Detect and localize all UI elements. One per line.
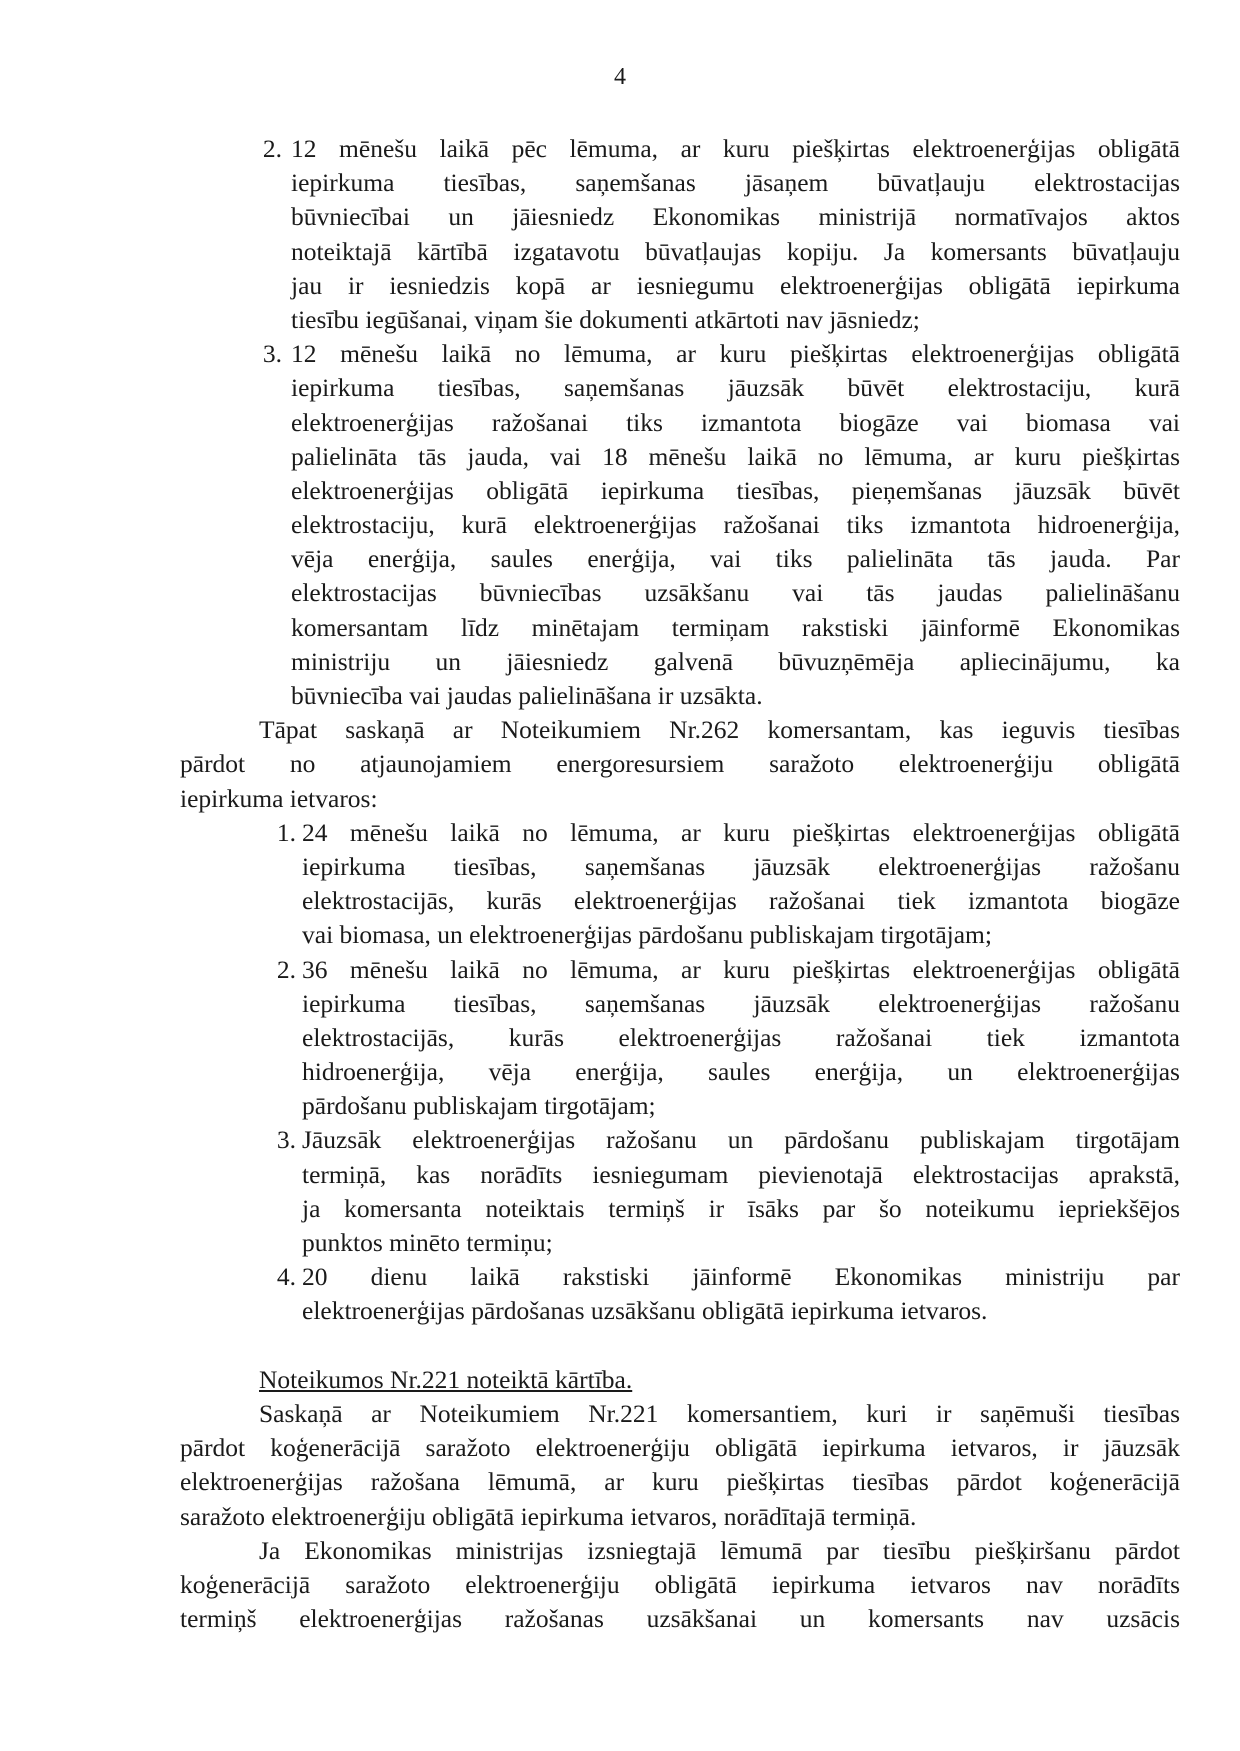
text-line [0,1534,1240,1568]
list-item [0,337,1240,713]
line-text: palielināta tās jauda, vai 18 mēnešu laikā no lēmuma, ar kuru piešķirtas [291,441,1180,471]
line-text: 12 mēnešu laikā pēc lēmuma, ar kuru piešķirtas elektroenerģijas obligātā [291,134,1180,163]
line-text: tiesību iegūšanai, viņam šie dokumenti atkārtoti nav jāsniedz; [291,304,920,334]
text-line [0,200,1240,234]
line-text: Noteikumos Nr.221 noteiktā kārtība. [259,1364,633,1394]
text-line [0,816,1240,850]
list-item [0,1123,1240,1260]
text-line [0,1123,1240,1157]
line-text: elektroenerģijas ražošanai tiks izmantota biogāze vai biomasa vai [291,407,1180,437]
paragraph [0,1534,1240,1637]
line-text: vēja enerģija, saules enerģija, vai tiks palielināta tās jauda. Par [291,544,1180,574]
line-text: saražoto elektroenerģiju obligātā iepirkuma ietvaros, norādītajā termiņā. [180,1501,917,1531]
page-number: 4 [614,64,626,90]
line-text: būvniecībai un jāiesniedz Ekonomikas ministrijā normatīvajos aktos [291,202,1180,232]
text-line [0,440,1240,474]
list-item [0,132,1240,337]
line-text: termiņš elektroenerģijas ražošanas uzsākšanai un komersants nav uzsācis [180,1604,1180,1634]
text-line [0,1602,1240,1636]
text-line [0,166,1240,200]
spacer [0,1329,1240,1363]
line-text: iepirkuma tiesības, saņemšanas jāuzsāk elektroenerģijas ražošanu [302,988,1180,1018]
text-line [0,1055,1240,1089]
text-line [0,1226,1240,1260]
line-text: iepirkuma ietvaros: [180,783,378,813]
line-text: būvniecība vai jaudas palielināšana ir uzsākta. [291,681,763,710]
text-line [0,782,1240,816]
text-line [0,474,1240,508]
line-text: noteiktajā kārtībā izgatavotu būvatļaujas kopiju. Ja komersants būvatļauju [291,236,1180,266]
line-text: elektrostacijas būvniecības uzsākšanu vai tās jaudas palielināšanu [291,578,1180,608]
line-text: iepirkuma tiesības, saņemšanas jāsaņem būvatļauju elektrostacijas [291,168,1180,198]
line-text: termiņā, kas norādīts iesniegumam pievienotajā elektrostacijas aprakstā, [302,1159,1180,1189]
list-number: 3. [262,339,282,369]
text-line [0,953,1240,987]
text-line [0,132,1240,166]
text-line [0,850,1240,884]
text-line [0,1260,1240,1294]
line-text: iepirkuma tiesības, saņemšanas jāuzsāk elektroenerģijas ražošanu [302,851,1180,881]
line-text: iepirkuma tiesības, saņemšanas jāuzsāk būvēt elektrostaciju, kurā [291,373,1180,403]
line-text: Tāpat saskaņā ar Noteikumiem Nr.262 komersantam, kas ieguvis tiesības [259,715,1180,745]
line-text: elektroenerģijas ražošana lēmumā, ar kuru piešķirtas tiesības pārdot koģenerācijā [180,1467,1180,1497]
line-text: 24 mēnešu laikā no lēmuma, ar kuru piešķirtas elektroenerģijas obligātā [302,817,1180,847]
line-text: elektroenerģijas obligātā iepirkuma tiesības, pieņemšanas jāuzsāk būvēt [291,475,1180,505]
text-line [0,884,1240,918]
line-text: punktos minēto termiņu; [302,1228,553,1257]
text-line [0,508,1240,542]
line-text: pārdošanu publiskajam tirgotājam; [302,1091,656,1121]
line-text: Ja Ekonomikas ministrijas izsniegtajā lēmumā par tiesību piešķiršanu pārdot [259,1535,1180,1565]
line-text: koģenerācijā saražoto elektroenerģiju obligātā iepirkuma ietvaros nav norādīts [180,1569,1180,1599]
text-line [0,1294,1240,1328]
text-line [0,542,1240,576]
list-item [0,816,1240,953]
text-line [0,747,1240,781]
paragraph [0,713,1240,816]
text-line [0,1158,1240,1192]
line-text: elektrostaciju, kurā elektroenerģijas ražošanai tiks izmantota hidroenerģija, [291,510,1180,540]
line-text: Jāuzsāk elektroenerģijas ražošanu un pārdošanu publiskajam tirgotājam [302,1125,1180,1155]
list-number: 1. [276,817,296,847]
line-text: pārdot no atjaunojamiem energoresursiem saražoto elektroenerģiju obligātā [180,749,1180,779]
line-text: 36 mēnešu laikā no lēmuma, ar kuru piešķirtas elektroenerģijas obligātā [302,954,1180,984]
text-line [0,269,1240,303]
text-line [0,235,1240,269]
line-text: elektroenerģijas pārdošanas uzsākšanu obligātā iepirkuma ietvaros. [302,1296,988,1326]
list-number: 3. [276,1125,296,1155]
document-body [0,132,1240,1636]
text-line [0,1363,1240,1397]
text-line [0,918,1240,952]
text-line [0,1397,1240,1431]
text-line [0,679,1240,713]
text-line [0,611,1240,645]
line-text: elektrostacijās, kurās elektroenerģijas ražošanai tiek izmantota [302,1022,1180,1052]
line-text: hidroenerģija, vēja enerģija, saules enerģija, un elektroenerģijas [302,1057,1180,1087]
line-text: ja komersanta noteiktais termiņš ir īsāks par šo noteikumu iepriekšējos [302,1193,1180,1223]
line-text: pārdot koģenerācijā saražoto elektroenerģiju obligātā iepirkuma ietvaros, ir jāuzsāk [180,1433,1180,1463]
line-text: vai biomasa, un elektroenerģijas pārdošanu publiskajam tirgotājam; [302,920,992,950]
text-line [0,1568,1240,1602]
line-text: jau ir iesniedzis kopā ar iesniegumu elektroenerģijas obligātā iepirkuma [291,270,1180,300]
list-number: 2. [262,134,282,163]
text-line [0,303,1240,337]
text-line [0,576,1240,610]
text-line [0,713,1240,747]
text-line [0,1500,1240,1534]
text-line [0,987,1240,1021]
text-line [0,406,1240,440]
text-line [0,1431,1240,1465]
line-text: ministriju un jāiesniedz galvenā būvuzņēmēja apliecinājumu, ka [291,646,1180,676]
paragraph [0,1397,1240,1534]
text-line [0,1089,1240,1123]
list-number: 2. [276,954,296,984]
list-number: 4. [276,1262,296,1292]
line-text: 12 mēnešu laikā no lēmuma, ar kuru piešķirtas elektroenerģijas obligātā [291,339,1180,369]
text-line [0,1465,1240,1499]
text-line [0,645,1240,679]
section-heading [0,1363,1240,1397]
line-text: elektrostacijās, kurās elektroenerģijas ražošanai tiek izmantota biogāze [302,886,1180,916]
list-item [0,953,1240,1124]
list-item [0,1260,1240,1328]
line-text: Saskaņā ar Noteikumiem Nr.221 komersantiem, kuri ir saņēmuši tiesības [259,1398,1180,1428]
text-line [0,1192,1240,1226]
text-line [0,337,1240,371]
text-line [0,1021,1240,1055]
line-text: 20 dienu laikā rakstiski jāinformē Ekonomikas ministriju par [302,1262,1180,1292]
text-line [0,371,1240,405]
line-text: komersantam līdz minētajam termiņam rakstiski jāinformē Ekonomikas [291,612,1180,642]
